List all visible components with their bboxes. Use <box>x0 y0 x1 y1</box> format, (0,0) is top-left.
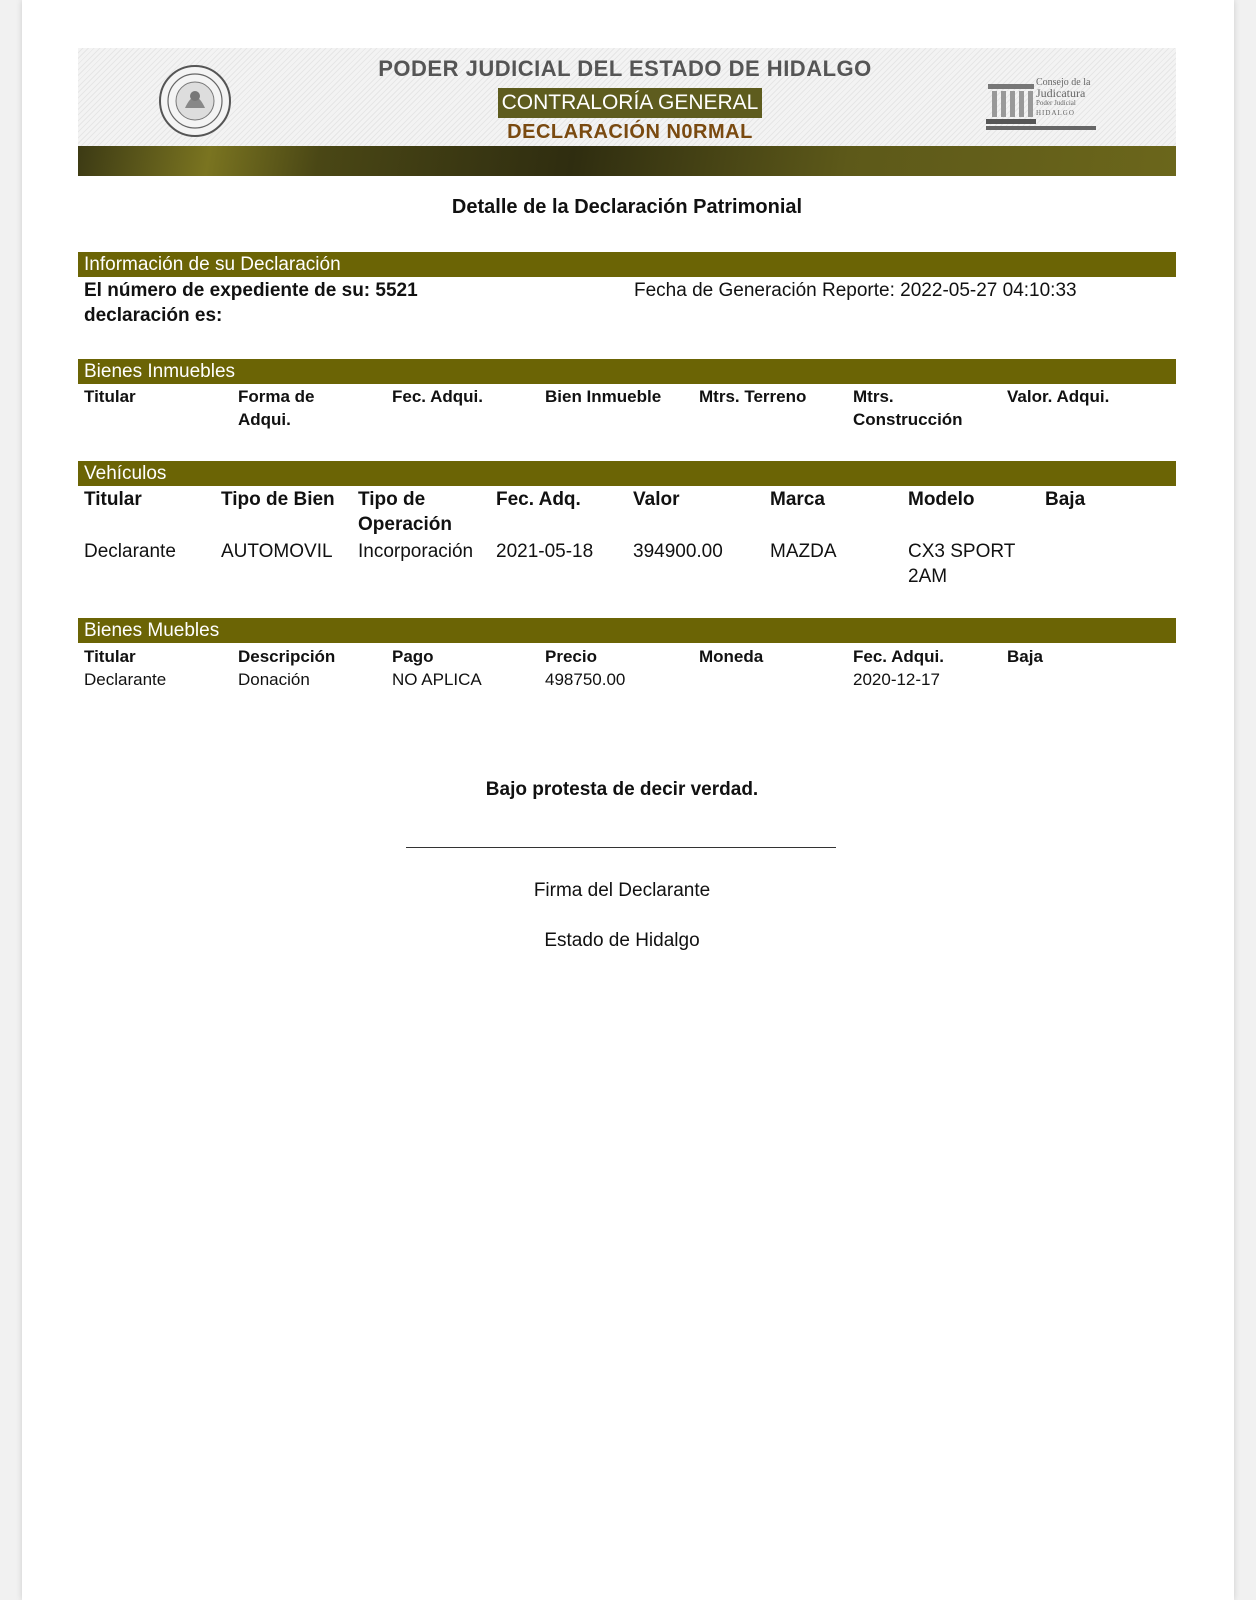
inmuebles-col-titular: Titular <box>84 387 136 406</box>
inmuebles-col-fecha: Fec. Adqui. <box>392 387 483 406</box>
vehiculos-col-fecha: Fec. Adq. <box>496 489 581 510</box>
section-header-muebles: Bienes Muebles <box>78 618 1176 643</box>
muebles-col-descripcion: Descripción <box>238 647 336 666</box>
vehiculos-col-marca: Marca <box>770 489 825 510</box>
vehiculos-cell-modelo: CX3 SPORT 2AM <box>908 541 1016 587</box>
signature-line <box>406 847 836 848</box>
muebles-col-precio: Precio <box>545 647 597 666</box>
department-label: CONTRALORÍA GENERAL <box>498 88 762 118</box>
muebles-col-moneda: Moneda <box>699 647 764 666</box>
protesta-statement: Bajo protesta de decir verdad. <box>485 779 759 800</box>
organization-name: PODER JUDICIAL DEL ESTADO DE HIDALGO <box>378 56 872 81</box>
muebles-col-pago: Pago <box>392 647 434 666</box>
council-logo-text: Consejo de la Judicatura Poder Judicial HIDALGO <box>1036 77 1091 117</box>
muebles-col-fecha: Fec. Adqui. <box>853 647 944 666</box>
inmuebles-col-forma: Forma de Adqui. <box>238 387 315 429</box>
state-name: Estado de Hidalgo <box>544 930 700 951</box>
column-building-icon <box>986 78 1036 128</box>
inmuebles-col-construccion: Mtrs. Construcción <box>853 387 963 429</box>
vehiculos-cell-tipo-operacion: Incorporación <box>358 541 474 562</box>
vehiculos-cell-tipo-bien: AUTOMOVIL <box>221 541 333 562</box>
header-decorative-bar <box>78 146 1176 176</box>
muebles-cell-descripcion: Donación <box>238 670 310 689</box>
muebles-col-titular: Titular <box>84 647 136 666</box>
vehiculos-col-tipo-bien: Tipo de Bien <box>221 489 335 510</box>
inmuebles-col-valor: Valor. Adqui. <box>1007 387 1110 406</box>
section-header-info: Información de su Declaración <box>78 252 1176 277</box>
report-date-value: 2022-05-27 04:10:33 <box>900 280 1077 301</box>
document-title: Detalle de la Declaración Patrimonial <box>451 196 803 218</box>
vehiculos-col-titular: Titular <box>84 489 142 510</box>
vehiculos-col-modelo: Modelo <box>908 489 975 510</box>
vehiculos-cell-titular: Declarante <box>84 541 176 562</box>
inmuebles-col-bien: Bien Inmueble <box>545 387 662 406</box>
muebles-cell-pago: NO APLICA <box>392 670 482 689</box>
vehiculos-cell-fecha: 2021-05-18 <box>496 541 594 562</box>
expediente-label: El número de expediente de su: 5521 <box>84 280 418 301</box>
signature-label: Firma del Declarante <box>533 880 711 901</box>
report-date: Fecha de Generación Reporte: 2022-05-27 04:10:33 <box>634 280 1077 301</box>
section-header-vehiculos: Vehículos <box>78 461 1176 486</box>
section-header-inmuebles: Bienes Inmuebles <box>78 359 1176 384</box>
state-seal-icon <box>158 64 232 138</box>
muebles-cell-fecha: 2020-12-17 <box>853 670 940 689</box>
inmuebles-col-terreno: Mtrs. Terreno <box>699 387 807 406</box>
vehiculos-cell-marca: MAZDA <box>770 541 837 562</box>
expediente-number: 5521 <box>375 280 418 301</box>
declaration-type: DECLARACIÓN N0RMAL <box>507 121 753 143</box>
vehiculos-col-baja: Baja <box>1045 489 1086 510</box>
vehiculos-col-valor: Valor <box>633 489 680 510</box>
expediente-label-line2: declaración es: <box>84 305 223 326</box>
vehiculos-col-tipo-operacion: Tipo de Operación <box>358 489 452 535</box>
vehiculos-cell-valor: 394900.00 <box>633 541 723 562</box>
muebles-col-baja: Baja <box>1007 647 1043 666</box>
consejo-judicatura-logo <box>986 78 1102 132</box>
muebles-cell-titular: Declarante <box>84 670 167 689</box>
muebles-cell-precio: 498750.00 <box>545 670 626 689</box>
